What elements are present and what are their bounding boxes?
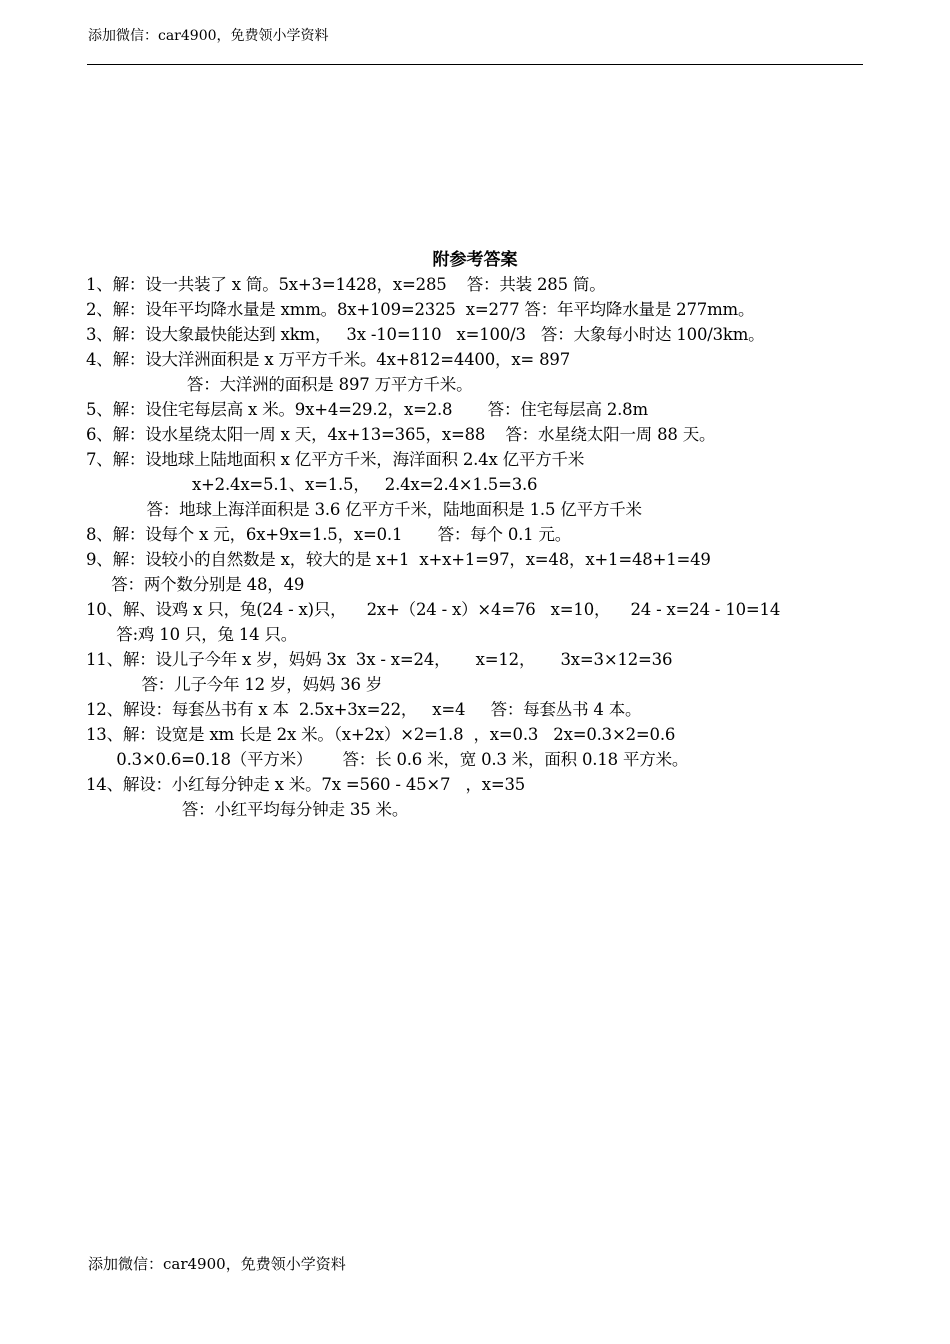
answer-line-7-answer: 答：地球上海洋面积是 3.6 亿平方千米，陆地面积是 1.5 亿平方千米 — [86, 500, 642, 519]
answer-line-4: 4、解：设大洋洲面积是 x 万平方千米。4x+812=4400，x= 897 — [86, 350, 571, 369]
answer-line-10: 10、解、设鸡 x 只，兔(24 - x)只， 2x+（24 - x）×4=76 x=10， 24 - x=24 - 10=14 — [86, 600, 781, 619]
page-header: 添加微信：car4900，免费领小学资料 — [88, 28, 329, 44]
answer-line-13-answer: 0.3×0.6=0.18（平方米） 答：长 0.6 米，宽 0.3 米，面积 0.18 平方米。 — [86, 750, 689, 769]
header-divider — [87, 64, 863, 65]
answer-line-7: 7、解：设地球上陆地面积 x 亿平方千米，海洋面积 2.4x 亿平方千米 — [86, 450, 585, 469]
section-title: 附参考答案 — [432, 250, 518, 270]
answer-line-12: 12、解设：每套丛书有 x 本 2.5x+3x=22， x=4 答：每套丛书 4 本。 — [86, 700, 642, 719]
answer-line-3: 3、解：设大象最快能达到 xkm， 3x -10=110 x=100/3 答：大象每小时达 100/3km。 — [86, 325, 765, 344]
answer-line-11-answer: 答：儿子今年 12 岁，妈妈 36 岁 — [86, 675, 383, 694]
answer-line-7-equation: x+2.4x=5.1、x=1.5， 2.4x=2.4×1.5=3.6 — [86, 475, 538, 494]
answer-line-5: 5、解：设住宅每层高 x 米。9x+4=29.2，x=2.8 答：住宅每层高 2.8m — [86, 400, 648, 419]
answer-line-14: 14、解设：小红每分钟走 x 米。7x =560 - 45×7 ，x=35 — [86, 775, 526, 794]
answer-line-13: 13、解：设宽是 xm 长是 2x 米。（x+2x）×2=1.8 ，x=0.3 2x=0.3×2=0.6 — [86, 725, 676, 744]
answer-line-6: 6、解：设水星绕太阳一周 x 天，4x+13=365，x=88 答：水星绕太阳一周 88 天。 — [86, 425, 716, 444]
answer-line-8: 8、解：设每个 x 元，6x+9x=1.5，x=0.1 答：每个 0.1 元。 — [86, 525, 572, 544]
answer-line-11: 11、解：设儿子今年 x 岁，妈妈 3x 3x - x=24， x=12， 3x=3×12=36 — [86, 650, 673, 669]
answer-line-9: 9、解：设较小的自然数是 x，较大的是 x+1 x+x+1=97，x=48，x+1=48+1=49 — [86, 550, 711, 569]
answer-line-1: 1、解：设一共装了 x 筒。5x+3=1428，x=285 答：共装 285 筒。 — [86, 275, 606, 294]
answer-line-9-answer: 答：两个数分别是 48，49 — [86, 575, 305, 594]
answer-line-10-answer: 答:鸡 10 只，兔 14 只。 — [86, 625, 298, 644]
answer-line-14-answer: 答：小红平均每分钟走 35 米。 — [86, 800, 409, 819]
page-footer: 添加微信：car4900，免费领小学资料 — [88, 1255, 346, 1273]
answer-line-2: 2、解：设年平均降水量是 xmm。8x+109=2325 x=277 答：年平均降水量是 277mm。 — [86, 300, 755, 319]
answer-line-4-answer: 答：大洋洲的面积是 897 万平方千米。 — [86, 375, 473, 394]
answer-list — [86, 272, 866, 822]
